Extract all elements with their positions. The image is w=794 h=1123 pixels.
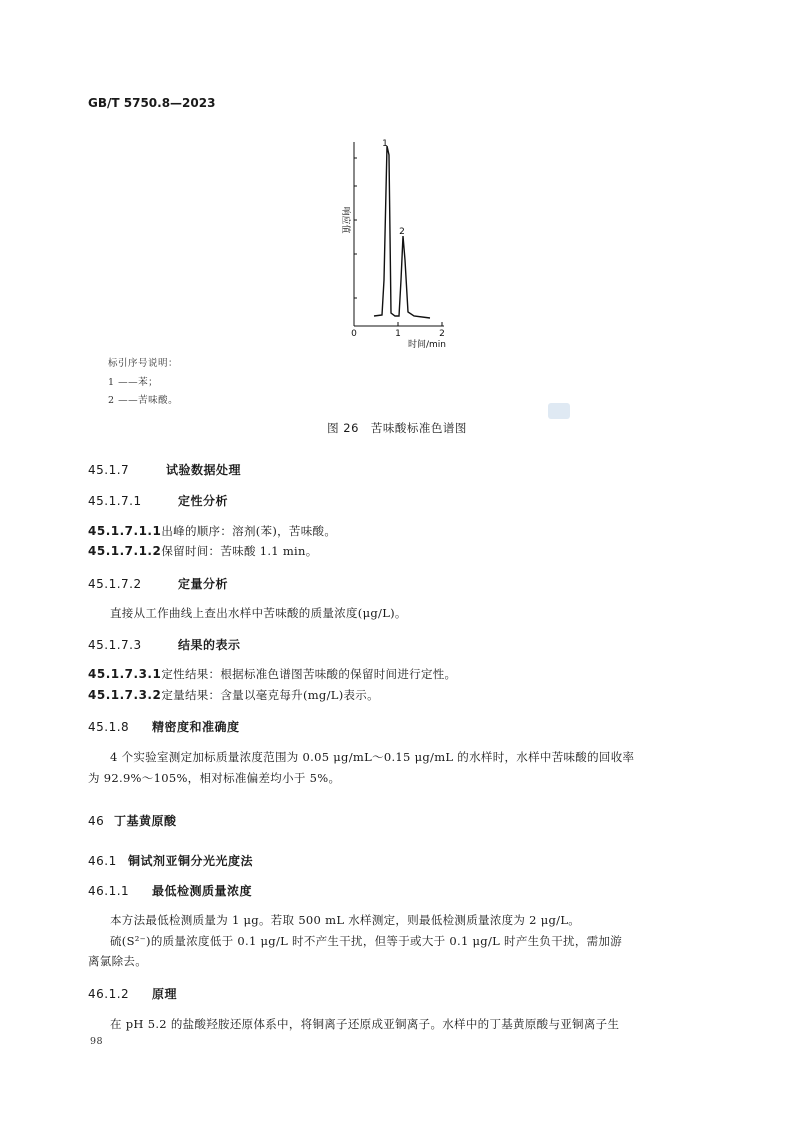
x-tick-label: 0 xyxy=(351,329,357,339)
section-heading: 45.1.7.3 结果的表示 xyxy=(88,638,241,652)
paragraph: 45.1.7.3.1定性结果：根据标准色谱图苦味酸的保留时间进行定性。 xyxy=(88,667,457,681)
section-heading: 45.1.7.2 定量分析 xyxy=(88,577,229,591)
peak-label-1: 1 xyxy=(382,139,388,149)
figure-caption: 图 26 苦味酸标准色谱图 xyxy=(327,421,467,435)
section-heading: 46 丁基黄原酸 xyxy=(88,814,177,828)
paragraph-line: 硫(S²⁻)的质量浓度低于 0.1 μg/L 时不产生干扰，但等于或大于 0.1 μg/L 时产生负干扰，需加游 xyxy=(110,934,623,948)
figure-key-item: 1 ——苯； xyxy=(108,377,159,388)
section-heading: 46.1 铜试剂亚铜分光光度法 xyxy=(88,854,254,868)
paragraph-line: 为 92.9%～105%，相对标准偏差均小于 5%。 xyxy=(88,771,341,785)
figure-key-title: 标引序号说明： xyxy=(108,358,179,369)
section-heading: 45.1.7.1 定性分析 xyxy=(88,494,229,508)
paragraph: 直接从工作曲线上查出水样中苦味酸的质量浓度(μg/L)。 xyxy=(110,606,407,620)
paragraph-line: 4 个实验室测定加标质量浓度范围为 0.05 μg/mL～0.15 μg/mL 的水样时，水样中苦味酸的回收率 xyxy=(110,750,635,764)
paragraph: 45.1.7.1.1出峰的顺序：溶剂(苯)，苦味酸。 xyxy=(88,524,337,538)
peak-label-2: 2 xyxy=(399,227,405,237)
section-heading: 46.1.1 最低检测质量浓度 xyxy=(88,884,253,898)
standard-number: GB/T 5750.8—2023 xyxy=(88,96,216,110)
watermark-logo xyxy=(548,403,570,419)
paragraph: 本方法最低检测质量为 1 μg。若取 500 mL 水样测定，则最低检测质量浓度为 2 μg/L。 xyxy=(110,913,581,927)
section-heading: 46.1.2 原理 xyxy=(88,987,178,1001)
paragraph-line: 离氯除去。 xyxy=(88,954,147,968)
paragraph: 45.1.7.3.2定量结果：含量以毫克每升(mg/L)表示。 xyxy=(88,688,379,702)
page-number: 98 xyxy=(90,1036,104,1047)
paragraph: 在 pH 5.2 的盐酸羟胺还原体系中，将铜离子还原成亚铜离子。水样中的丁基黄原酸与亚铜离子生 xyxy=(110,1017,620,1031)
chromatogram-chart xyxy=(330,130,470,350)
section-heading: 45.1.7 试验数据处理 xyxy=(88,463,242,477)
y-axis-label: 响应值 xyxy=(340,206,350,234)
x-tick-label: 2 xyxy=(439,329,445,339)
paragraph: 45.1.7.1.2保留时间：苦味酸 1.1 min。 xyxy=(88,544,318,558)
x-axis-label: 时间/min xyxy=(407,340,447,350)
x-tick-label: 1 xyxy=(395,329,401,339)
figure-key-item: 2 ——苦味酸。 xyxy=(108,395,179,406)
section-heading: 45.1.8 精密度和准确度 xyxy=(88,720,240,734)
